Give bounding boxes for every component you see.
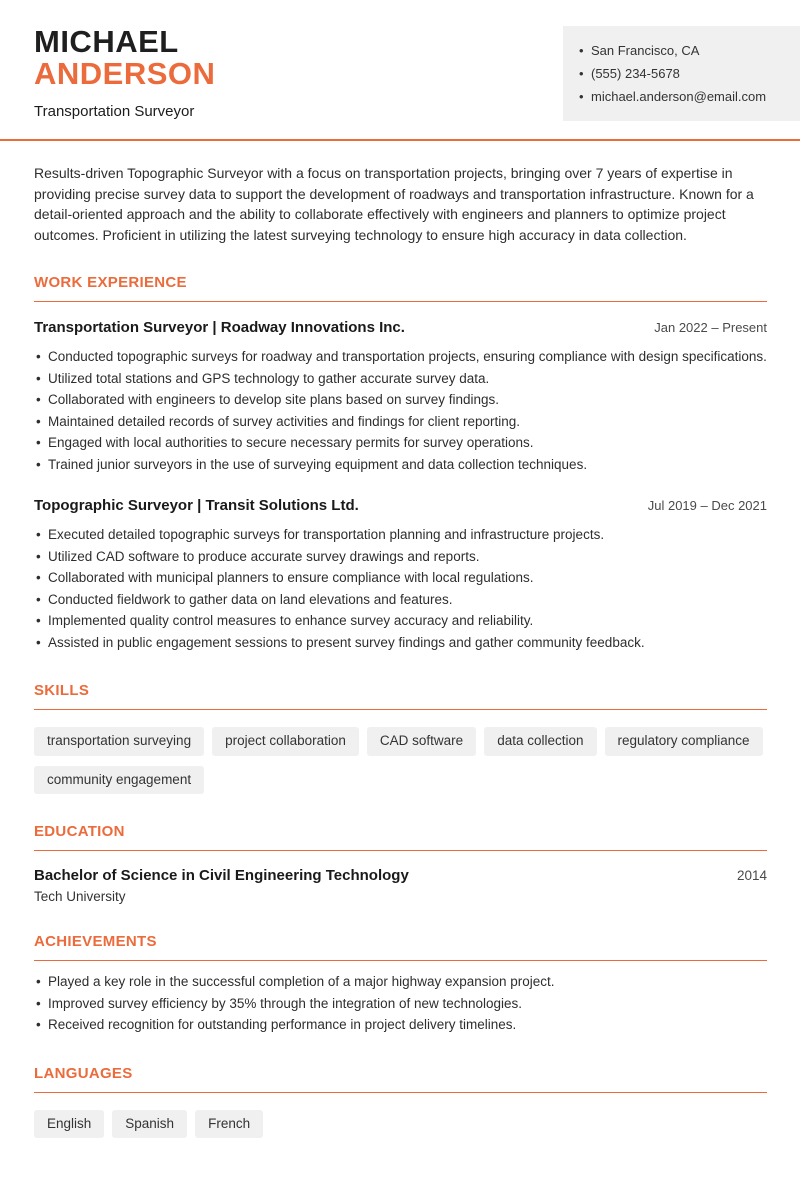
job-bullet: • Collaborated with municipal planners to ensure compliance with local regulations.	[34, 567, 767, 589]
achievement-bullet-list	[34, 971, 767, 1036]
job-bullet-list	[34, 346, 767, 475]
languages-heading: LANGUAGES	[34, 1064, 133, 1082]
job-entry	[34, 319, 767, 475]
skill-tag: data collection	[484, 727, 596, 756]
graduation-year: 2014	[736, 868, 767, 883]
last-name: ANDERSON	[34, 56, 216, 91]
resume-header	[0, 0, 800, 139]
contact-item: • San Francisco, CA	[579, 39, 784, 62]
job-bullet: • Conducted fieldwork to gather data on land elevations and features.	[34, 589, 767, 611]
language-tag: French	[195, 1110, 263, 1139]
education-entries	[34, 867, 767, 904]
job-bullet: • Assisted in public engagement sessions to present survey findings and gather community feedback.	[34, 632, 767, 654]
section-languages	[34, 1065, 767, 1139]
achievement-bullet: • Played a key role in the successful completion of a major highway expansion project.	[34, 971, 767, 993]
contact-list	[579, 39, 784, 108]
job-bullet: • Utilized total stations and GPS technology to gather accurate survey data.	[34, 368, 767, 390]
language-tag: English	[34, 1110, 104, 1139]
skills-heading: SKILLS	[34, 682, 90, 699]
school-name: Tech University	[34, 889, 126, 904]
section-rule	[34, 1092, 767, 1093]
job-title: Transportation Surveyor | Roadway Innovations Inc.	[34, 319, 405, 336]
skill-tags	[34, 727, 767, 794]
degree-title: Bachelor of Science in Civil Engineering Technology	[34, 867, 409, 884]
job-header	[34, 319, 767, 336]
section-rule	[34, 960, 767, 961]
education-heading: EDUCATION	[34, 823, 125, 840]
job-bullet: • Engaged with local authorities to secure necessary permits for survey operations.	[34, 432, 767, 454]
language-tags	[34, 1110, 767, 1139]
job-bullet: • Implemented quality control measures to enhance survey accuracy and reliability.	[34, 610, 767, 632]
section-rule	[34, 709, 767, 710]
skill-tag: project collaboration	[212, 727, 359, 756]
contact-item: • michael.anderson@email.com	[579, 85, 784, 108]
first-name: MICHAEL	[34, 24, 179, 59]
name-block	[34, 26, 215, 120]
contact-box	[563, 26, 800, 121]
achievement-bullet: • Received recognition for outstanding performance in project delivery timelines.	[34, 1014, 767, 1036]
summary-paragraph: Results-driven Topographic Surveyor with a focus on transportation projects, bringing over 7 years of expertise in providing precise survey data to support the development of roadways and transportation infrastructure. Known for a detail-oriented approach and the ability to collaborate effectively with engineers and planners to optimize project outcomes. Proficient in utilizing the latest surveying technology to ensure high accuracy in data collection.	[34, 165, 754, 243]
language-tag: Spanish	[112, 1110, 187, 1139]
job-dates: Jan 2022 – Present	[654, 320, 767, 335]
job-bullet: • Executed detailed topographic surveys for transportation planning and infrastructure projects.	[34, 524, 767, 546]
contact-item: • (555) 234-5678	[579, 62, 784, 85]
section-work-experience	[34, 274, 767, 653]
section-rule	[34, 301, 767, 302]
section-education	[34, 823, 767, 904]
job-dates: Jul 2019 – Dec 2021	[647, 498, 767, 513]
person-name	[34, 26, 215, 90]
skill-tag: CAD software	[367, 727, 476, 756]
section-achievements	[34, 933, 767, 1036]
jobs	[34, 319, 767, 653]
resume-content	[0, 163, 800, 1178]
job-bullet-list	[34, 524, 767, 653]
section-rule	[34, 850, 767, 851]
skill-tag: community engagement	[34, 766, 204, 795]
education-header	[34, 867, 767, 884]
skill-tag: transportation surveying	[34, 727, 204, 756]
job-header	[34, 497, 767, 514]
job-entry	[34, 497, 767, 653]
education-entry	[34, 867, 767, 904]
section-skills	[34, 682, 767, 794]
skill-tag: regulatory compliance	[605, 727, 763, 756]
job-bullet: • Utilized CAD software to produce accurate survey drawings and reports.	[34, 546, 767, 568]
header-divider	[0, 139, 800, 141]
achievement-bullet: • Improved survey efficiency by 35% through the integration of new technologies.	[34, 993, 767, 1015]
work-experience-heading: WORK EXPERIENCE	[34, 274, 187, 291]
job-bullet: • Maintained detailed records of survey activities and findings for client reporting.	[34, 411, 767, 433]
job-title-subheading: Transportation Surveyor	[34, 103, 195, 120]
job-bullet: • Collaborated with engineers to develop site plans based on survey findings.	[34, 389, 767, 411]
job-title: Topographic Surveyor | Transit Solutions Ltd.	[34, 497, 359, 514]
job-bullet: • Conducted topographic surveys for roadway and transportation projects, ensuring compliance with design specifications.	[34, 346, 767, 368]
job-bullet: • Trained junior surveyors in the use of surveying equipment and data collection techniques.	[34, 454, 767, 476]
achievements-heading: ACHIEVEMENTS	[34, 933, 157, 950]
